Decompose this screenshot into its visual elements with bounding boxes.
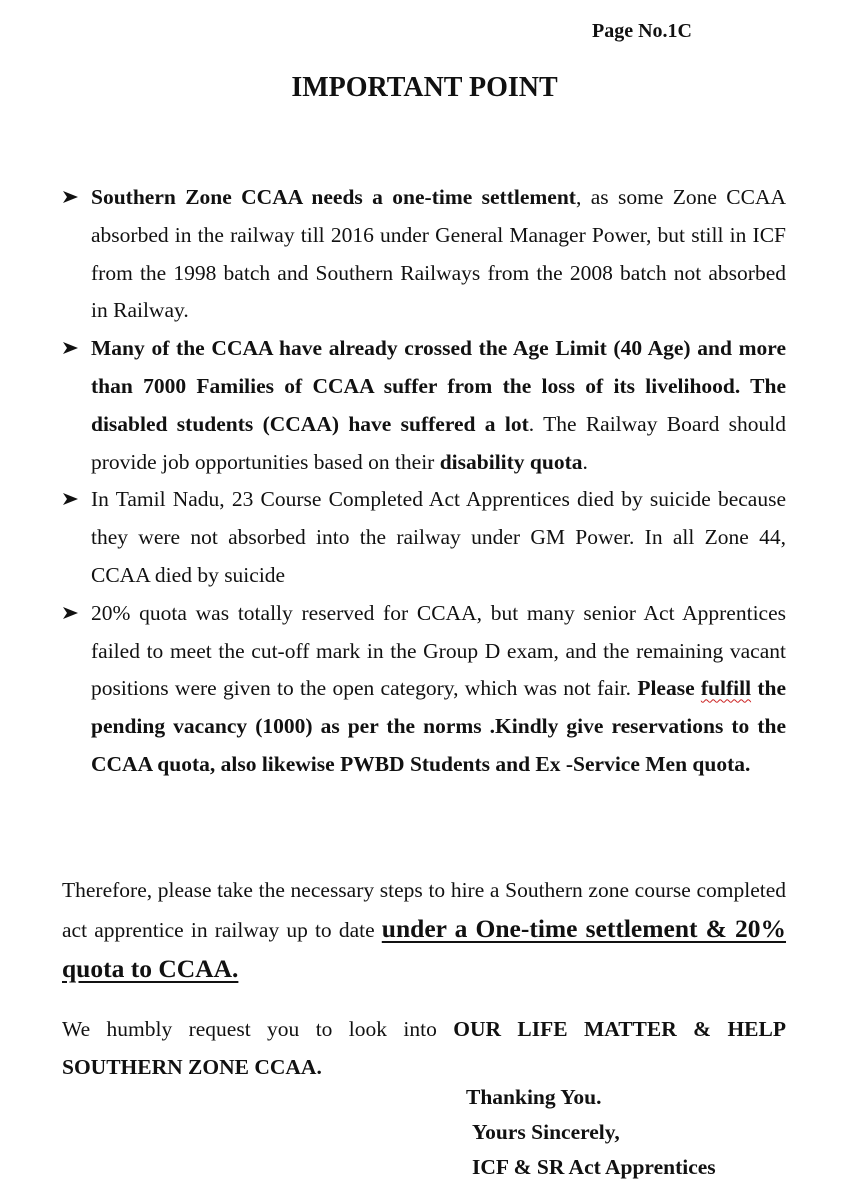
point-bold-b: the pending vacancy (1000) as per the norms .Kindly give reservations to the CCAA quota, also likewise PWBD Students and Ex -Service Men quota. [91,676,786,776]
therefore-emphasis: under a One-time settlement & 20% quota to CCAA. [62,913,787,983]
list-item [62,595,786,784]
signature-thanks: Thanking You. [466,1085,602,1109]
request-bold: OUR LIFE MATTER & HELP SOUTHERN ZONE CCAA. [62,1017,786,1079]
list-item [62,179,786,330]
arrowhead-bullet-icon [62,481,84,519]
therefore-paragraph [62,872,786,989]
signature-signer: ICF & SR Act Apprentices [472,1155,716,1179]
page-title: IMPORTANT POINT [291,72,558,103]
request-paragraph [62,1011,786,1087]
point-text: , as some Zone CCAA absorbed in the railway till 2016 under General Manager Power, but still in ICF from the 1998 batch and Southern Railways from the 2008 batch not absorbed in Railway. [91,185,787,323]
point-lead-bold: Many of the CCAA have already crossed the Age Limit (40 Age) and more than 7000 Families of CCAA suffer from the loss of its livelihood. The disabled students (CCAA) have suffered a lot [91,336,786,436]
arrowhead-bullet-icon [62,330,84,368]
point-tail-bold: disability quota [439,449,583,474]
list-item [62,330,786,481]
point-lead-bold: Southern Zone CCAA needs a one-time settlement [91,185,576,209]
point-bold-a: Please [637,676,701,701]
point-text: . The Railway Board should provide job opportunities based on their [91,411,786,474]
signature-closing: Yours Sincerely, [472,1120,620,1144]
spellcheck-flagged-word: fulfill [700,676,752,701]
important-points-list [62,179,786,784]
arrowhead-bullet-icon [62,179,84,217]
request-text: We humbly request you to look into [62,1017,454,1041]
list-item [62,481,786,594]
point-text: In Tamil Nadu, 23 Course Completed Act Apprentices died by suicide because they were not absorbed into the railway under GM Power. In all Zone 44, CCAA died by suicide [91,487,786,587]
page-number: Page No.1C [592,20,692,42]
point-text: 20% quota was totally reserved for CCAA, but many senior Act Apprentices failed to meet the cut-off mark in the Group D exam, and the remaining vacant positions were given to the open category, which was not fair. [91,600,786,701]
point-end: . [582,449,588,474]
therefore-text: Therefore, please take the necessary steps to hire a Southern zone course completed act apprentice in railway up to date [62,878,786,942]
arrowhead-bullet-icon [62,595,84,633]
